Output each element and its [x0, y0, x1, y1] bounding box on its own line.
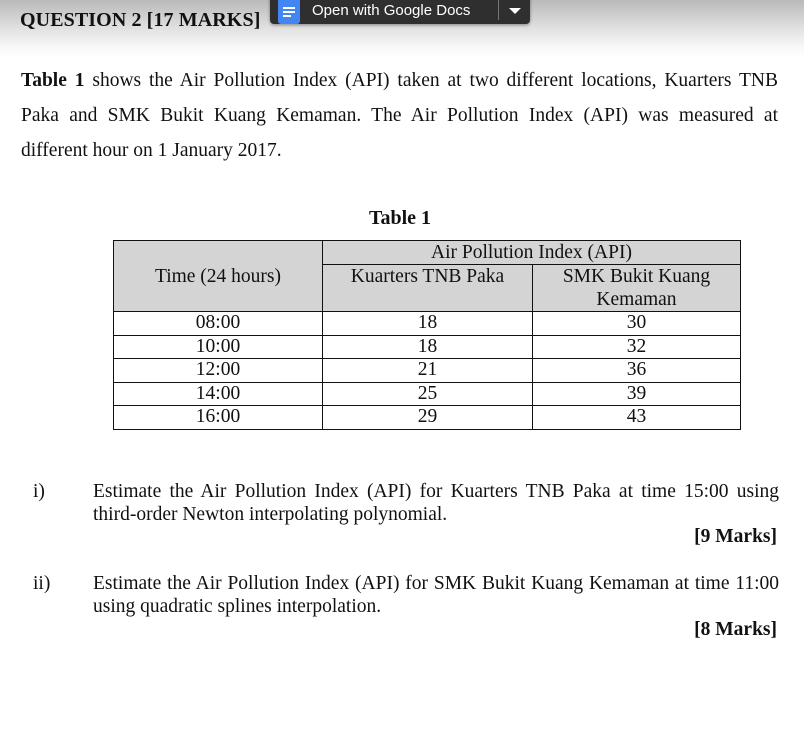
question-title: QUESTION 2 [17 MARKS] [20, 9, 261, 31]
chevron-down-icon[interactable] [509, 8, 521, 14]
intro-paragraph [21, 63, 778, 168]
question-number-1: i) [33, 481, 45, 502]
google-docs-icon [278, 0, 300, 24]
open-with-google-docs-label: Open with Google Docs [312, 1, 471, 19]
question-marks-2: [8 Marks] [694, 619, 777, 640]
question-text-1: Estimate the Air Pollution Index (API) for Kuarters TNB Paka at time 15:00 using third-order Newton interpolating polynomial. [93, 481, 779, 525]
table-row [114, 335, 741, 359]
open-with-google-docs-button[interactable] [270, 0, 530, 24]
intro-table-ref: Table 1 [21, 70, 85, 91]
table-row [114, 406, 741, 430]
table-row [114, 382, 741, 406]
header-api-group: Air Pollution Index (API) [323, 241, 741, 265]
cell-time: 10:00 [114, 335, 323, 359]
api-table [113, 240, 741, 430]
cell-tnb: 18 [323, 335, 533, 359]
header-smk-line2: Kemaman [596, 289, 677, 310]
header-time: Time (24 hours) [114, 241, 323, 312]
table-row [114, 359, 741, 383]
cell-time: 08:00 [114, 312, 323, 336]
cell-tnb: 29 [323, 406, 533, 430]
table-caption-text: Table 1 [368, 207, 432, 229]
table-caption [0, 207, 804, 230]
table-header-row [114, 241, 741, 265]
cell-time: 16:00 [114, 406, 323, 430]
cell-smk: 36 [533, 359, 741, 383]
question-number-2: ii) [33, 573, 51, 594]
cell-smk: 32 [533, 335, 741, 359]
question-marks-1: [9 Marks] [694, 526, 777, 547]
cell-smk: 30 [533, 312, 741, 336]
cell-smk: 43 [533, 406, 741, 430]
cell-smk: 39 [533, 382, 741, 406]
cell-time: 12:00 [114, 359, 323, 383]
button-divider [498, 0, 499, 20]
table-row [114, 312, 741, 336]
intro-text: shows the Air Pollution Index (API) taken at two different locations, Kuarters TNB Paka and SMK Bukit Kuang Kemaman. The Air Pollution Index (API) was measured at different hour on 1 January 2017. [21, 70, 778, 161]
header-smk-line1: SMK Bukit Kuang [562, 266, 711, 287]
header-smk-bukit-kuang-kemaman [533, 265, 741, 312]
cell-time: 14:00 [114, 382, 323, 406]
cell-tnb: 21 [323, 359, 533, 383]
header-kuarters-tnb-paka: Kuarters TNB Paka [323, 265, 533, 312]
cell-tnb: 18 [323, 312, 533, 336]
cell-tnb: 25 [323, 382, 533, 406]
question-text-2: Estimate the Air Pollution Index (API) for SMK Bukit Kuang Kemaman at time 11:00 using quadratic splines interpolation. [93, 573, 779, 617]
